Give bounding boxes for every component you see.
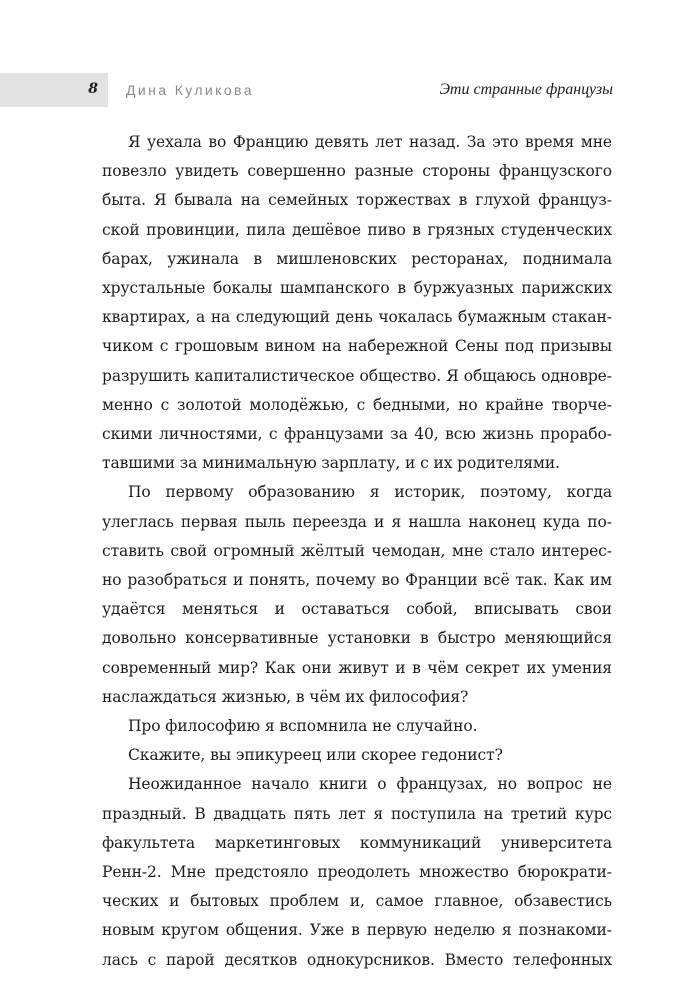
paragraph-4: Скажите, вы эпикуреец или скорее гедонист?	[128, 746, 503, 765]
running-head	[0, 73, 683, 107]
body-text	[102, 128, 612, 975]
page-number: 8	[88, 81, 98, 97]
paragraph-3: Про философию я вспомнила не случайно.	[128, 717, 478, 736]
paragraph-1: Я уехала во Францию девять лет назад. За это время мне повезло увидеть совершенно разные стороны французского быта. Я бывала на семейных торжествах в глухой французской провинции, пила дешёвое пиво в грязных студенческих барах, ужинала в мишленовских ресторанах, поднимала хрустальные бокалы шампанского в буржуазных парижских квартирах, а на следующий день чокалась бумажным стаканчиком с грошовым вином на набережной Сены под призывы разрушить капиталистическое общество. Я общаюсь одновременно с золотой молодёжью, с бедными, но крайне творческими личностями, с французами за 40, всю жизнь проработавшими за минимальную зарплату, и с их родителями.	[102, 133, 612, 473]
paragraph-2: По первому образованию я историк, поэтому, когда улеглась первая пыль переезда и я нашла наконец куда поставить свой огромный жёлтый чемодан, мне стало интересно разобраться и понять, почему во Франции всё так. Как им удаётся меняться и оставаться собой, вписывать свои довольно консервативные установки в быстро меняющийся современный мир? Как они живут и в чём секрет их умения наслаждаться жизнью, в чём их философия?	[102, 483, 612, 706]
author-name: Дина Куликова	[126, 82, 254, 98]
page-number-tab	[0, 73, 108, 107]
paragraph-5: Неожиданное начало книги о французах, но вопрос не праздный. В двадцать пять лет я поступила на третий курс факультета маркетинговых коммуникаций университета Ренн-2. Мне предстояло преодолеть множество бюрократических и бытовых проблем и, самое главное, обзавестись новым кругом общения. Уже в первую неделю я познакомилась с парой десятков однокурсников. Вместо телефонных	[102, 775, 612, 969]
book-title: Эти странные французы	[439, 81, 613, 98]
